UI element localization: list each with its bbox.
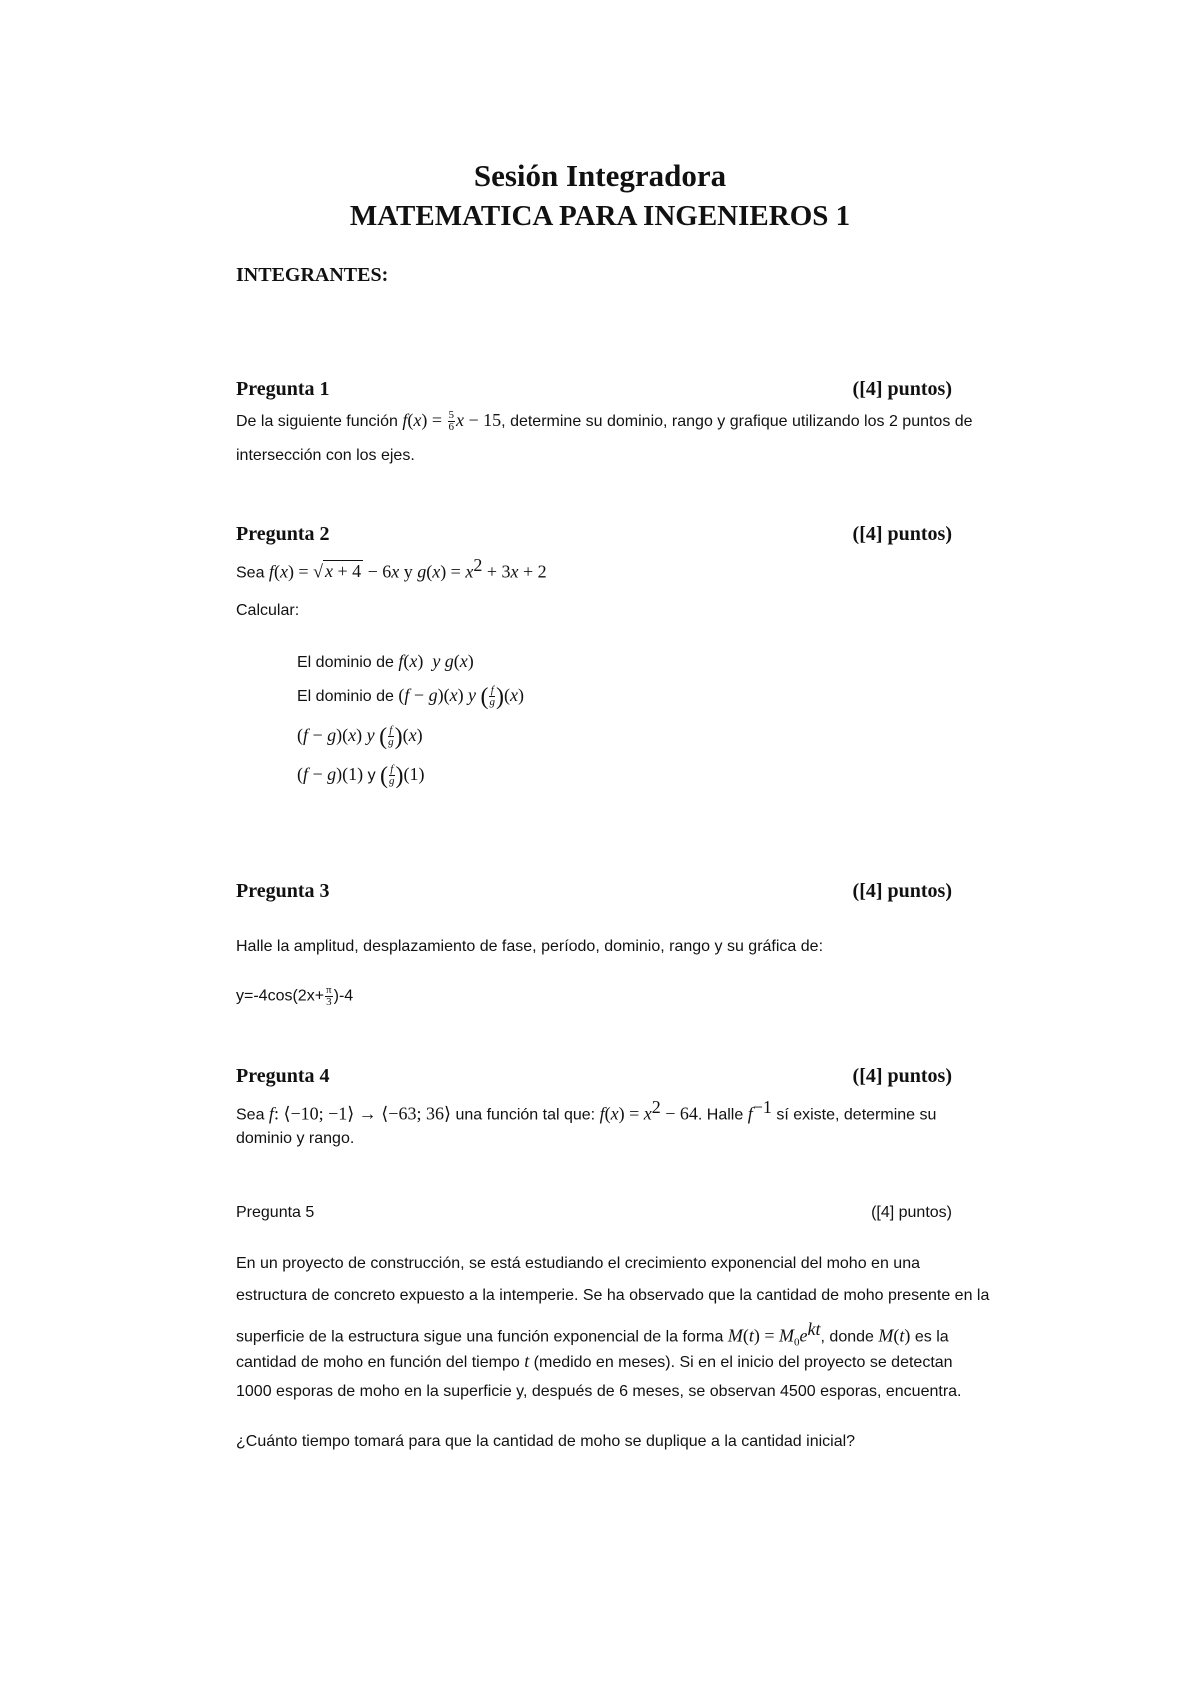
question-3-header	[236, 880, 952, 903]
question-5-line-2: estructura de concreto expuesto a la intemperie. Se ha observado que la cantidad de moho presente en la	[236, 1287, 990, 1304]
question-3-points: ([4] puntos)	[852, 880, 952, 902]
integrantes-label: INTEGRANTES:	[236, 264, 389, 286]
question-1-text: De la siguiente función f(x) = $\frac{5}{6}$ x − 15, determine su dominio, rango y grafique utilizando los 2 puntos de	[236, 409, 973, 434]
question-5-question: ¿Cuánto tiempo tomará para que la cantidad de moho se duplique a la cantidad inicial?	[236, 1433, 856, 1450]
question-1-points: ([4] puntos)	[852, 378, 952, 400]
question-2-functions: Sea f(x) = √ x + 4 − 6x y $g(x) = x^2 + 3x + 2$	[236, 555, 547, 582]
session-title: Sesión Integradora	[473, 158, 727, 193]
sqrt-expression: x + 4	[324, 561, 362, 582]
question-3-label: Pregunta 3	[236, 880, 330, 902]
question-3-formula: y=-4cos(2x+ $\frac{\pi}{3}$ )-4	[236, 984, 354, 1008]
question-1-label: Pregunta 1	[236, 378, 330, 400]
question-4-header	[236, 1065, 952, 1088]
question-5-header	[236, 1204, 952, 1222]
question-4-label: Pregunta 4	[236, 1065, 330, 1087]
question-2-item-3: (f − g)(x) y ( $\frac{f}{g}$ )(x)	[297, 723, 423, 750]
question-5-line-5: 1000 esporas de moho en la superficie y, después de 6 meses, se observan 4500 esporas, encuentra.	[236, 1383, 962, 1400]
question-1-header	[236, 378, 952, 401]
question-2-header	[236, 523, 952, 546]
question-2-points: ([4] puntos)	[852, 523, 952, 545]
question-5-line-3: superficie de la estructura sigue una función exponencial de la forma $M(t) = M_0e^{kt}$, donde M(t) es la	[236, 1319, 949, 1349]
question-2-item-4: (f − g)(1) y ( $\frac{f}{g}$ )(1)	[297, 762, 425, 789]
question-5-line-4: cantidad de moho en función del tiempo t (medido en meses). Si en el inicio del proyecto se detectan	[236, 1351, 953, 1371]
course-title: MATEMATICA PARA INGENIEROS 1	[349, 200, 851, 232]
question-2-item-1: El dominio de f(x) y g(x)	[297, 651, 474, 671]
question-5-label: Pregunta 5	[236, 1204, 315, 1221]
question-5-line-1: En un proyecto de construcción, se está estudiando el crecimiento exponencial del moho en una	[236, 1255, 920, 1272]
question-1-text-cont: intersección con los ejes.	[236, 447, 415, 464]
question-2-label: Pregunta 2	[236, 523, 330, 545]
fraction: $\frac{5}{6}$	[448, 409, 455, 434]
question-4-points: ([4] puntos)	[852, 1065, 952, 1087]
question-5-points: ([4] puntos)	[871, 1204, 952, 1221]
question-3-text: Halle la amplitud, desplazamiento de fase, período, dominio, rango y su gráfica de:	[236, 938, 824, 955]
formula: f	[402, 410, 408, 430]
question-4-text-cont: dominio y rango.	[236, 1130, 355, 1147]
question-2-item-2: El dominio de (f − g)(x) y ( $\frac{f}{g}$ )(x)	[297, 683, 524, 710]
question-4-text: Sea f: ⟨−10; −1⟩ → ⟨−63; 36⟩ una función tal que: $f(x) = x^2 - 64$. Halle $f^{-1}$ sí existe, determine su	[236, 1097, 937, 1124]
calcular-label: Calcular:	[236, 602, 300, 619]
